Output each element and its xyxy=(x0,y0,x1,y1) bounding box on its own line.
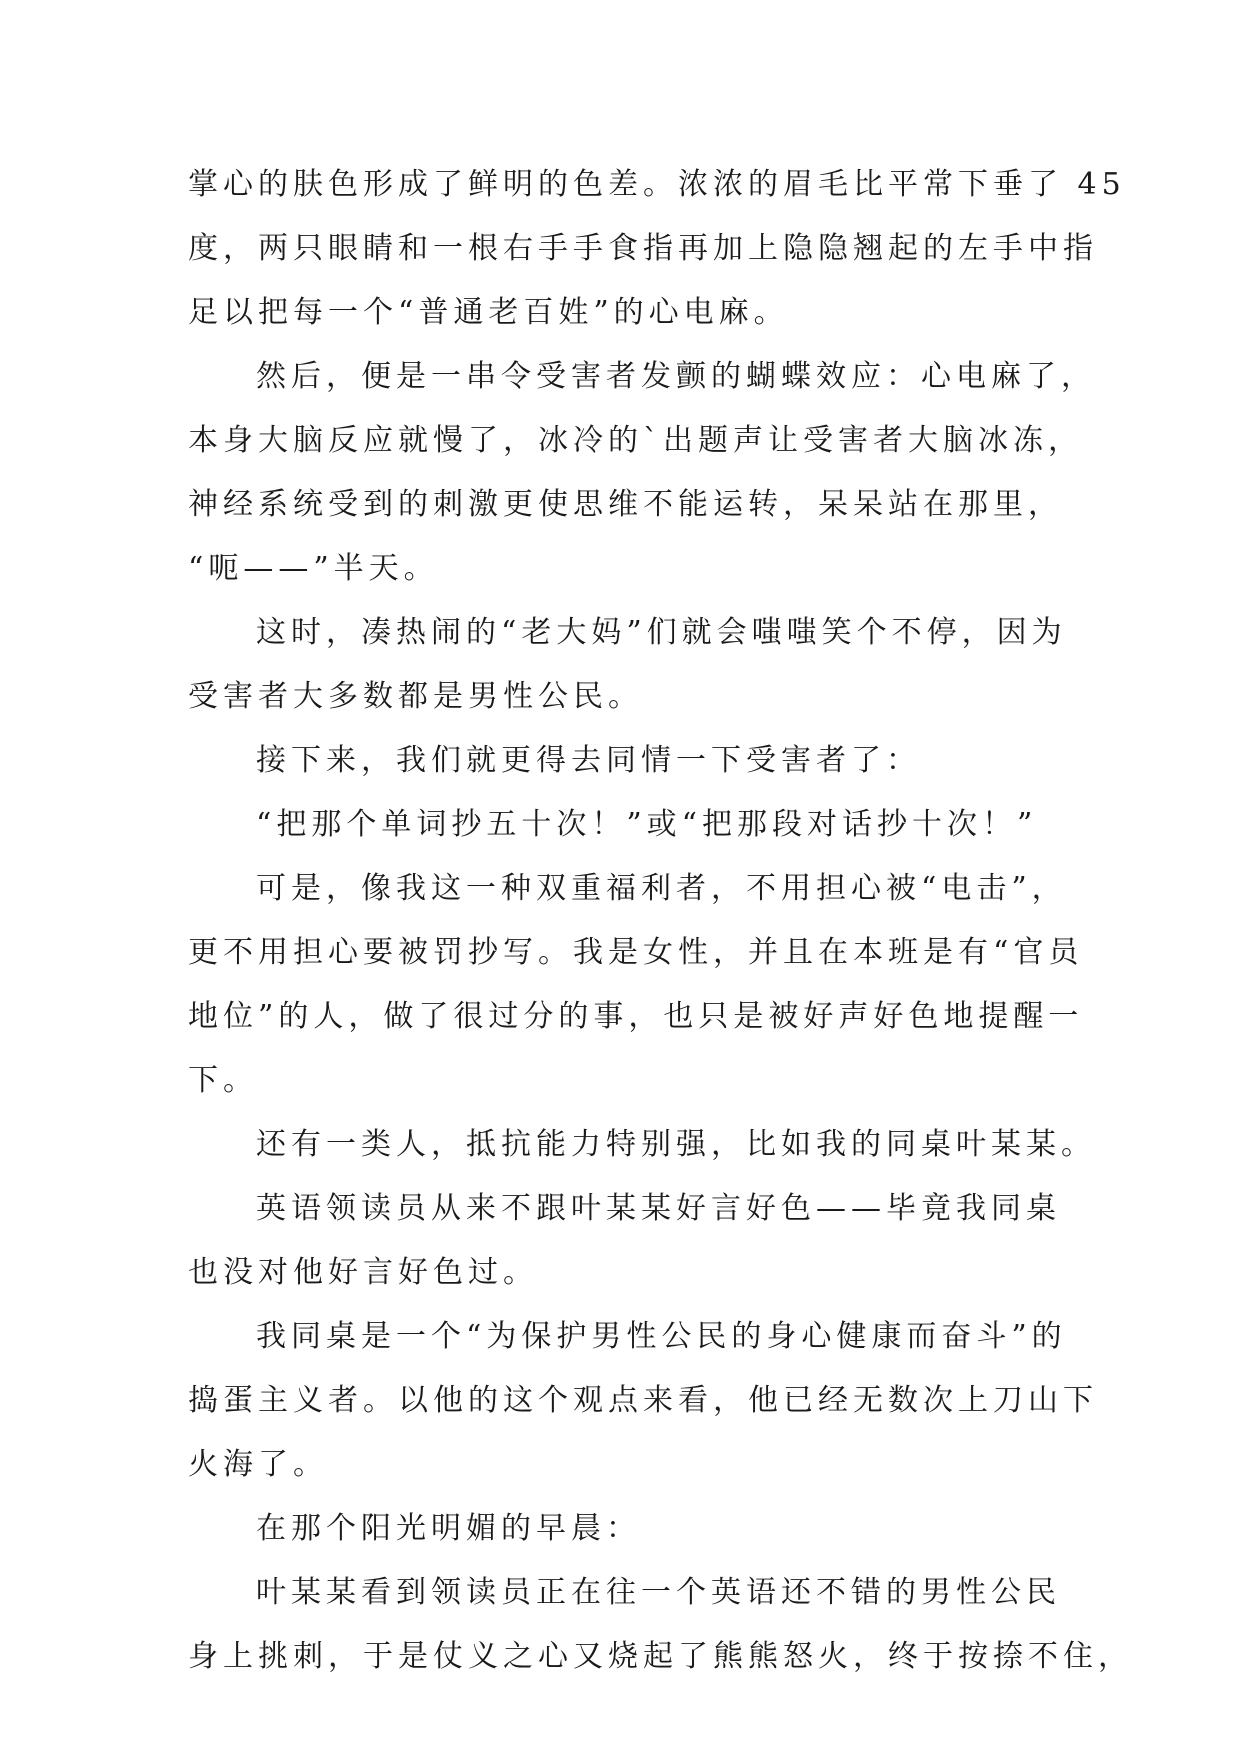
text-line: 本身大脑反应就慢了，冰冷的`出题声让受害者大脑冰冻， xyxy=(188,423,1083,458)
text-line: 身上挑刺，于是仗义之心又烧起了熊熊怒火，终于按捺不住， xyxy=(188,1639,1133,1674)
paragraph-start-line: 然后，便是一串令受害者发颤的蝴蝶效应：心电麻了， xyxy=(256,359,1096,394)
paragraph-start-line: 在那个阳光明媚的早晨： xyxy=(256,1511,641,1546)
paragraph-start-line: 可是，像我这一种双重福利者，不用担心被“电击”， xyxy=(256,871,1067,906)
paragraph-start-line: 英语领读员从来不跟叶某某好言好色——毕竟我同桌 xyxy=(256,1191,1061,1226)
text-line: 掌心的肤色形成了鲜明的色差。浓浓的眉毛比平常下垂了 45 xyxy=(188,167,1126,202)
paragraph-start-line: 叶某某看到领读员正在往一个英语还不错的男性公民 xyxy=(256,1575,1061,1610)
text-line: 神经系统受到的刺激更使思维不能运转，呆呆站在那里， xyxy=(188,487,1063,522)
text-line: 也没对他好言好色过。 xyxy=(188,1255,538,1290)
text-line: 火海了。 xyxy=(188,1447,328,1482)
text-line: 下。 xyxy=(188,1063,258,1098)
text-line: 受害者大多数都是男性公民。 xyxy=(188,679,643,714)
text-line: 足以把每一个“普通老百姓”的心电麻。 xyxy=(188,295,789,330)
text-line: 更不用担心要被罚抄写。我是女性，并且在本班是有“官员 xyxy=(188,935,1084,970)
paragraph-start-line: 我同桌是一个“为保护男性公民的身心健康而奋斗”的 xyxy=(256,1319,1067,1354)
text-line: 地位”的人，做了很过分的事，也只是被好声好色地提醒一 xyxy=(188,999,1084,1034)
paragraph-start-line: 接下来，我们就更得去同情一下受害者了： xyxy=(256,743,921,778)
text-line: 度，两只眼睛和一根右手手食指再加上隐隐翘起的左手中指 xyxy=(188,231,1098,266)
text-line: “呃——”半天。 xyxy=(188,551,439,586)
paragraph-start-line: 这时，凑热闹的“老大妈”们就会嗤嗤笑个不停，因为 xyxy=(256,615,1067,650)
paragraph-start-line: 还有一类人，抵抗能力特别强，比如我的同桌叶某某。 xyxy=(256,1127,1096,1162)
paragraph-start-line: “把那个单词抄五十次！”或“把那段对话抄十次！” xyxy=(256,807,1038,842)
text-line: 捣蛋主义者。以他的这个观点来看，他已经无数次上刀山下 xyxy=(188,1383,1098,1418)
